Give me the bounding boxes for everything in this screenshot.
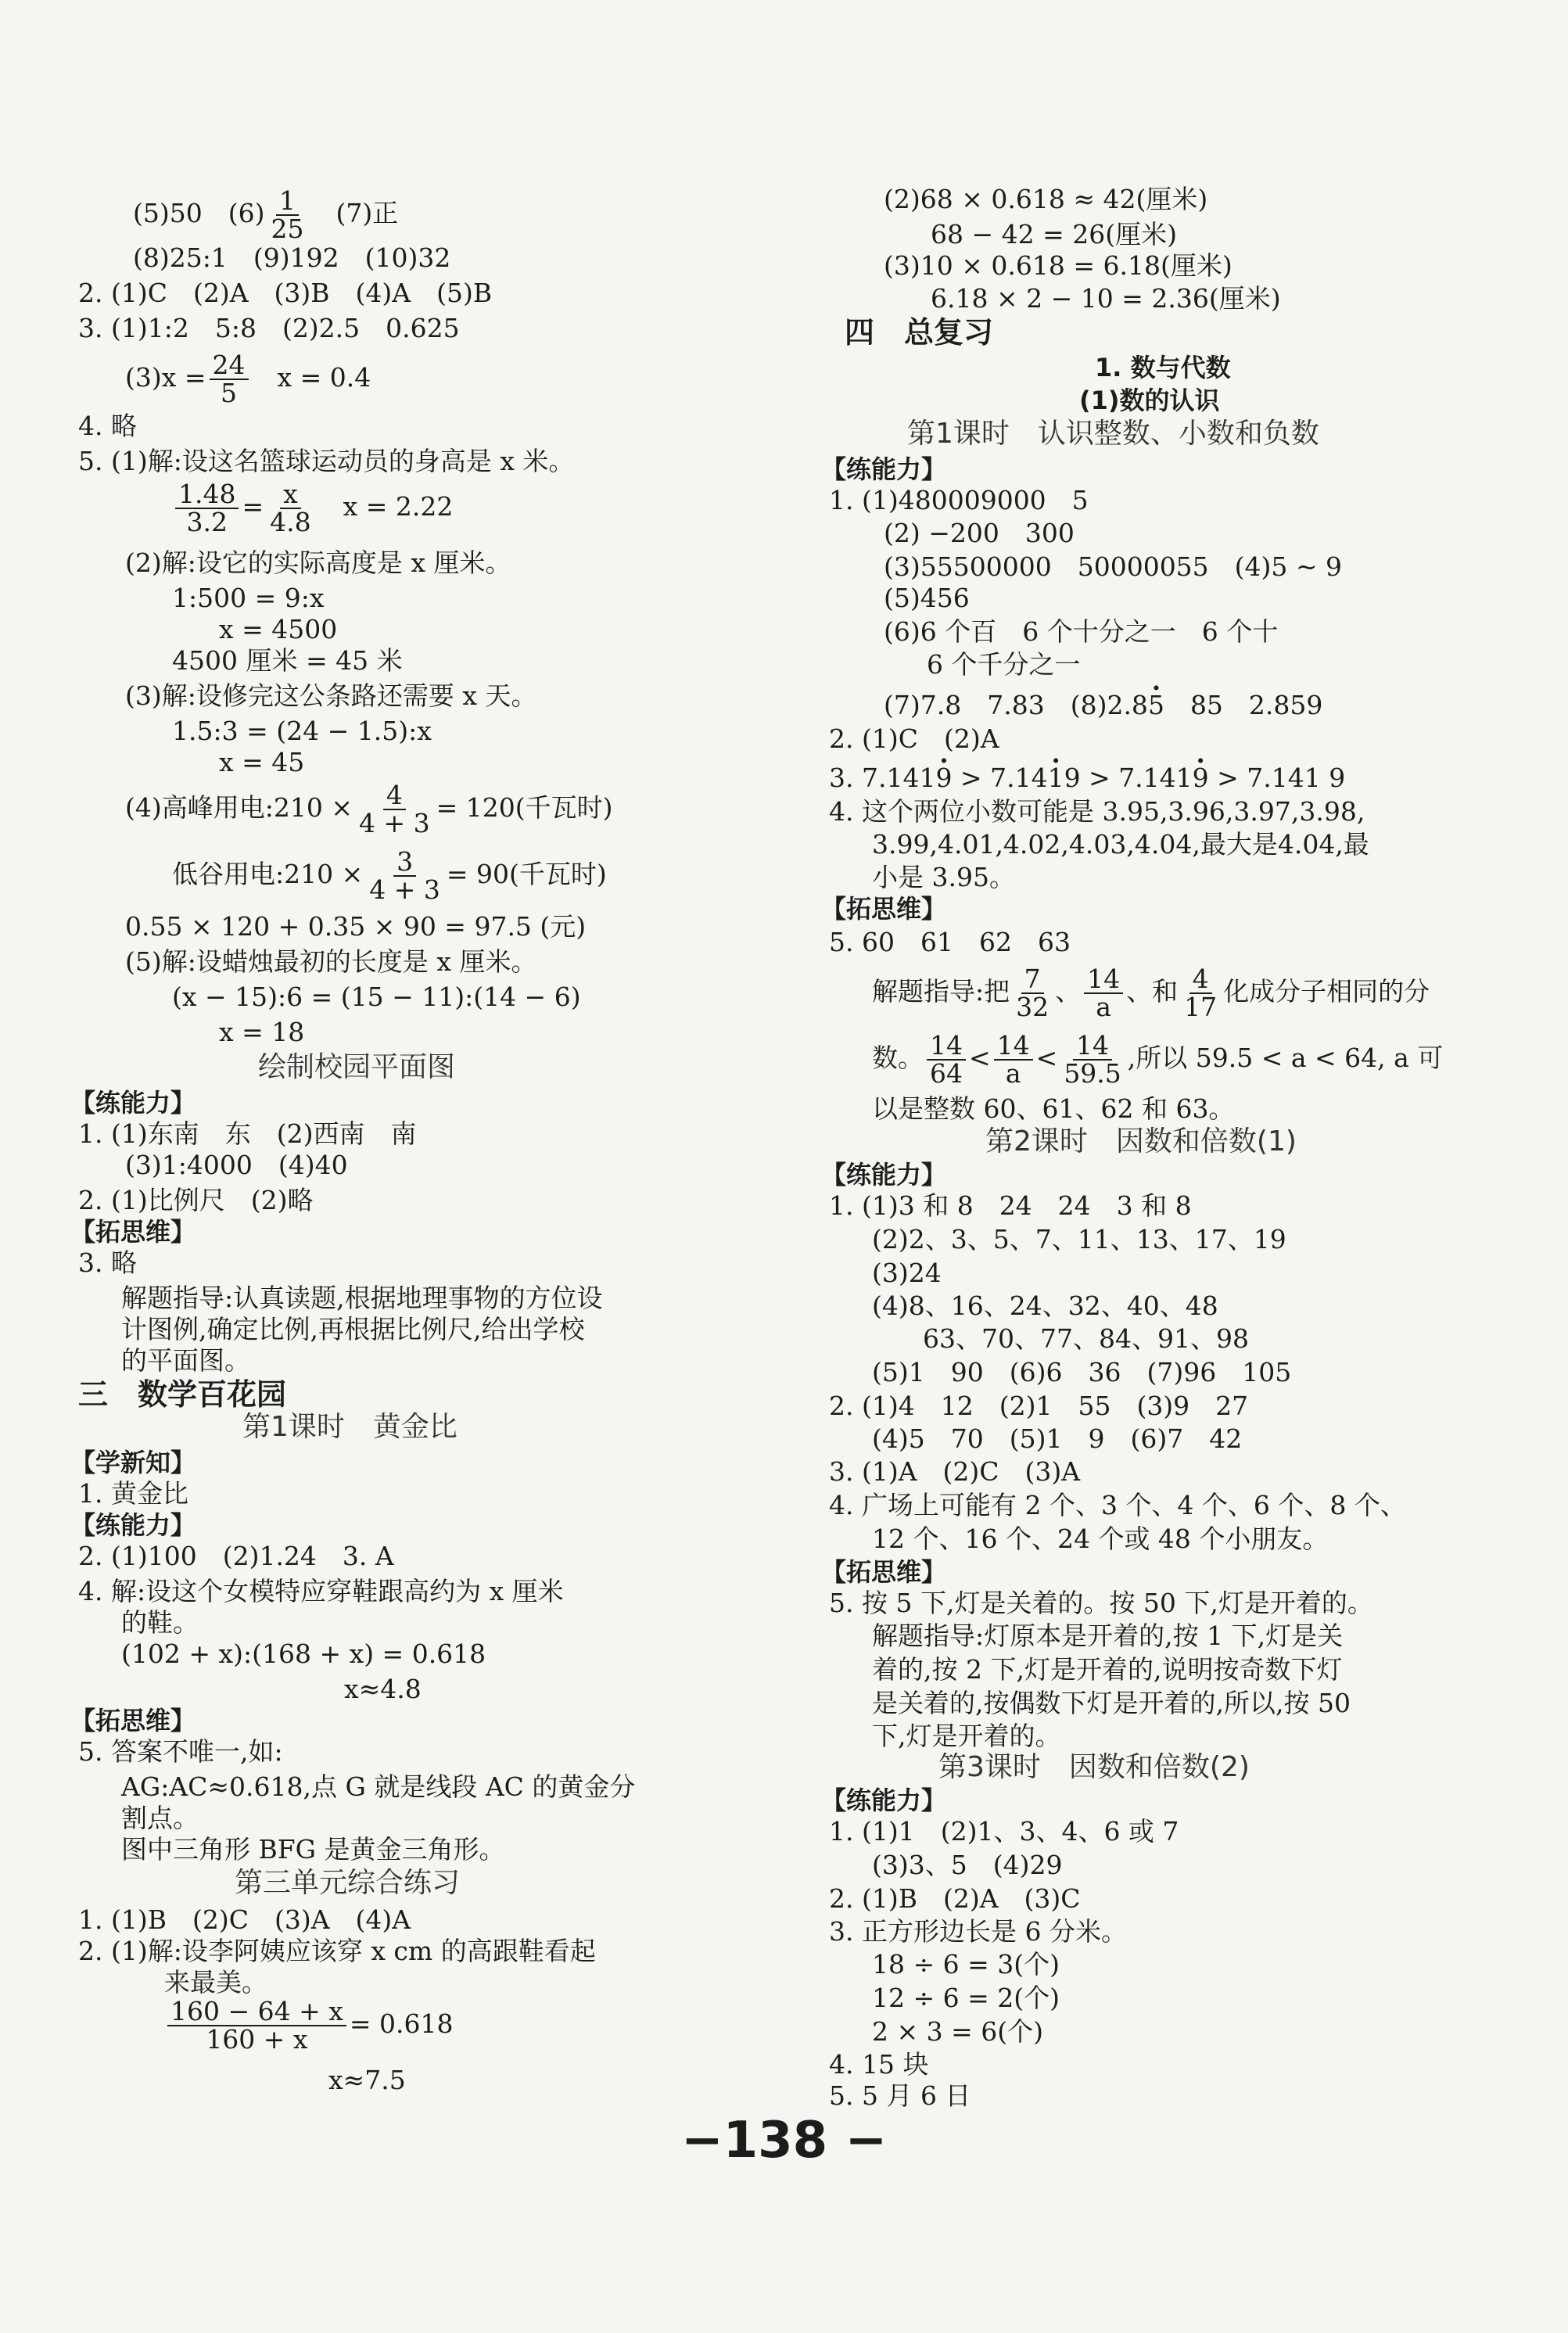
chapter-title: 1. 数与代数 (1095, 353, 1231, 382)
section-tag: 【练能力】 (821, 1786, 947, 1815)
lesson-title: 第1课时 认识整数、小数和负数 (907, 418, 1319, 450)
page-number: −138 − (680, 2112, 888, 2170)
answer-line: 2. (1)比例尺 (2)略 (78, 1185, 314, 1215)
answer-line: (4)5 70 (5)1 9 (6)7 42 (872, 1423, 1243, 1454)
answer-line: 12 个、16 个、24 个或 48 个小朋友。 (872, 1524, 1329, 1554)
lesson-title: 第三单元综合练习 (235, 1867, 461, 1899)
answer-line: 割点。 (121, 1803, 199, 1833)
answer-line: (3)24 (872, 1258, 942, 1288)
fraction: $\frac{4}{17}$ (1184, 964, 1218, 1022)
answer-line: 4. 这个两位小数可能是 3.95,3.96,3.97,3.98, (829, 796, 1365, 827)
fraction: $\frac{160 - 64 + x}{160 + x}$ (167, 1998, 346, 2053)
fraction: $\frac{24}{5}$ (210, 352, 249, 407)
answer-line: 以是整数 60、61、62 和 63。 (872, 1093, 1235, 1124)
answer-line: 1. (1)B (2)C (3)A (4)A (78, 1904, 411, 1935)
answer-line: (3)解:设修完这公条路还需要 x 天。 (125, 680, 537, 711)
answer-line: 小是 3.95。 (872, 862, 1015, 892)
answer-line: (7)7.8 7.83 (8)2.8· 5 85 2.859 (884, 690, 1322, 721)
answer-line: 2. (1)C (2)A (3)B (4)A (5)B (78, 278, 493, 308)
answer-line: 1. (1)1 (2)1、3、4、6 或 7 (829, 1816, 1179, 1847)
answer-line: x = 45 (219, 747, 305, 777)
fraction: $\frac{14}{64}$ (927, 1032, 966, 1087)
unit-title: 四 总复习 (845, 315, 994, 350)
answer-line: 着的,按 2 下,灯是开着的,说明按奇数下灯 (872, 1654, 1343, 1685)
answer-line: 6 个千分之一 (927, 649, 1081, 680)
answer-line: (3)55500000 50000055 (4)5 ~ 9 (884, 551, 1343, 582)
answer-line: 解题指导:认真读题,根据地理事物的方位设 (121, 1283, 603, 1313)
fraction: $\frac{4}{4 + 3}$ (359, 780, 430, 838)
answer-line: 0.55 × 120 + 0.35 × 90 = 97.5 (元) (125, 911, 587, 942)
answer-line: 3.99,4.01,4.02,4.03,4.04,最大是4.04,最 (872, 829, 1369, 860)
answer-line: 5. 5 月 6 日 (829, 2080, 971, 2111)
section-tag: 【拓思维】 (70, 1217, 196, 1247)
section-tag: 【拓思维】 (821, 894, 947, 924)
fraction: $\frac{1.48}{3.2}$ (175, 481, 239, 536)
answer-line: x≈7.5 (328, 2065, 406, 2095)
answer-line: (2)2、3、5、7、11、13、17、19 (872, 1224, 1286, 1254)
lesson-title: 第2课时 因数和倍数(1) (985, 1125, 1297, 1158)
answer-line: x = 18 (219, 1017, 305, 1047)
answer-line: AG:AC≈0.618,点 G 就是线段 AC 的黄金分 (121, 1771, 636, 1802)
answer-line: 低谷用电:210 × $\frac{3}{4 + 3}$ = 90(千瓦时) (172, 846, 607, 905)
answer-line: 1:500 = 9:x (172, 583, 325, 613)
answer-line: 5. (1)解:设这名篮球运动员的身高是 x 米。 (78, 446, 575, 476)
section-tag: 【练能力】 (70, 1088, 196, 1118)
fraction: $\frac{14}{a}$ (1084, 966, 1123, 1021)
section-tag: 【练能力】 (821, 1160, 947, 1190)
answer-line: 图中三角形 BFG 是黄金三角形。 (121, 1834, 505, 1865)
answer-line: 计图例,确定比例,再根据比例尺,给出学校 (121, 1314, 585, 1344)
answer-line: 4. 解:设这个女模特应穿鞋跟高约为 x 厘米 (78, 1576, 564, 1606)
fraction: $\frac{x}{4.8}$ (270, 479, 311, 537)
answer-line: (4)8、16、24、32、40、48 (872, 1290, 1218, 1321)
answer-line: (8)25:1 (9)192 (10)32 (133, 242, 451, 273)
answer-line: 5. 60 61 62 63 (829, 927, 1071, 957)
lesson-title: 第3课时 因数和倍数(2) (938, 1751, 1250, 1783)
repeating-decimal-digit: · 5 (1148, 690, 1164, 720)
answer-line: 1.5:3 = (24 − 1.5):x (172, 716, 432, 746)
lesson-title: 绘制校园平面图 (258, 1051, 456, 1083)
answer-line: 4500 厘米 = 45 米 (172, 645, 403, 676)
answer-line: 63、70、77、84、91、98 (923, 1323, 1249, 1354)
answer-line: (5)456 (884, 583, 970, 613)
answer-line: 4. 略 (78, 411, 137, 441)
subchapter-title: (1)数的认识 (1079, 386, 1220, 415)
answer-line: 3. 正方形边长是 6 分米。 (829, 1916, 1127, 1947)
answer-line: 5. 答案不唯一,如: (78, 1736, 283, 1767)
answer-line: 1. (1)480009000 5 (829, 485, 1089, 515)
answer-line: (4)高峰用电:210 × $\frac{4}{4 + 3}$ = 120(千瓦时) (125, 780, 613, 838)
answer-line: x≈4.8 (344, 1674, 422, 1704)
repeating-decimal-digit: · 9 (935, 763, 952, 793)
answer-line: 18 ÷ 6 = 3(个) (872, 1949, 1060, 1979)
answer-line: (5)1 90 (6)6 36 (7)96 105 (872, 1357, 1292, 1387)
answer-line: 6.18 × 2 − 10 = 2.36(厘米) (931, 283, 1281, 314)
answer-line: 解题指导:灯原本是开着的,按 1 下,灯是关 (872, 1621, 1344, 1651)
answer-line: $\frac{160 - 64 + x}{160 + x}$ = 0.618 (164, 1998, 453, 2053)
answer-line: (102 + x):(168 + x) = 0.618 (121, 1638, 486, 1669)
answer-line: 3. (1)A (2)C (3)A (829, 1456, 1081, 1487)
answer-line: 12 ÷ 6 = 2(个) (872, 1983, 1060, 2013)
answer-line: (5)解:设蜡烛最初的长度是 x 厘米。 (125, 946, 537, 977)
unit-title: 三 数学百花园 (78, 1377, 287, 1412)
section-tag: 【拓思维】 (70, 1706, 196, 1735)
fraction: $\frac{14}{59.5}$ (1064, 1030, 1121, 1089)
answer-line: 来最美。 (164, 1967, 267, 1997)
answer-line: (3)3、5 (4)29 (872, 1850, 1063, 1880)
section-tag: 【练能力】 (70, 1510, 196, 1540)
section-tag: 【拓思维】 (821, 1557, 947, 1587)
answer-line: 1. (1)3 和 8 24 24 3 和 8 (829, 1190, 1192, 1221)
answer-line: 2. (1)C (2)A (829, 723, 999, 754)
answer-line: 解题指导:把 $\frac{7}{32}$ 、 $\frac{14}{a}$ 、和 $\frac{4}{17}$ 化成分子相同的分 (872, 964, 1430, 1022)
answer-line: 下,灯是开着的。 (872, 1721, 1061, 1751)
answer-line: 5. 按 5 下,灯是关着的。按 50 下,灯是开着的。 (829, 1588, 1373, 1618)
answer-line: $\frac{1.48}{3.2}$ = $\frac{x}{4.8}$ x = 2.22 (172, 481, 453, 536)
answer-line: (2)解:设它的实际高度是 x 厘米。 (125, 547, 511, 578)
answer-line: (3)1:4000 (4)40 (125, 1150, 348, 1180)
answer-line: (2)68 × 0.618 ≈ 42(厘米) (884, 184, 1208, 214)
answer-line: (3)x = $\frac{24}{5}$ x = 0.4 (125, 350, 371, 408)
fraction: $\frac{7}{32}$ (1016, 964, 1050, 1022)
answer-line: 3. 7.141· 9 > 7.14· 19 > 7.141· 9 > 7.141 9 (829, 763, 1345, 794)
repeating-decimal-digit: · 9 (1193, 763, 1209, 793)
repeating-decimal-digit: · 1 (1048, 763, 1064, 793)
fraction: $\frac{1}{25}$ (271, 185, 304, 244)
answer-line: 2. (1)B (2)A (3)C (829, 1883, 1081, 1914)
answer-line: (5)50 (6) $\frac{1}{25}$ (7)正 (133, 185, 399, 244)
answer-line: 2. (1)解:设李阿姨应该穿 x cm 的高跟鞋看起 (78, 1936, 596, 1966)
answer-line: 2. (1)4 12 (2)1 55 (3)9 27 (829, 1391, 1249, 1421)
lesson-title: 第1课时 黄金比 (242, 1411, 457, 1443)
answer-line: 68 − 42 = 26(厘米) (931, 219, 1177, 249)
fraction: $\frac{3}{4 + 3}$ (369, 846, 440, 905)
answer-line: (3)10 × 0.618 = 6.18(厘米) (884, 250, 1233, 281)
answer-line: 1. 黄金比 (78, 1478, 188, 1509)
answer-line: x = 4500 (219, 614, 338, 644)
answer-line: 的平面图。 (121, 1345, 250, 1376)
answer-line: 4. 15 块 (829, 2049, 929, 2080)
answer-line: 数。 $\frac{14}{64}$ < $\frac{14}{a}$ < $\frac{14}{59.5}$ ,所以 59.5 < a < 64, a 可 (872, 1030, 1444, 1089)
answer-line: 2 × 3 = 6(个) (872, 2016, 1043, 2047)
answer-line: 2. (1)100 (2)1.24 3. A (78, 1541, 394, 1571)
answer-line: (6)6 个百 6 个十分之一 6 个十 (884, 616, 1279, 647)
fraction: $\frac{14}{a}$ (994, 1032, 1033, 1087)
answer-line: 1. (1)东南 东 (2)西南 南 (78, 1118, 417, 1149)
answer-line: 3. 略 (78, 1247, 137, 1278)
section-tag: 【练能力】 (821, 454, 947, 484)
answer-line: 4. 广场上可能有 2 个、3 个、4 个、6 个、8 个、 (829, 1490, 1406, 1520)
answer-line: 3. (1)1:2 5:8 (2)2.5 0.625 (78, 313, 460, 343)
answer-line: 是关着的,按偶数下灯是开着的,所以,按 50 (872, 1688, 1351, 1718)
section-tag: 【学新知】 (70, 1448, 196, 1477)
answer-line: (2) −200 300 (884, 518, 1075, 548)
answer-line: (x − 15):6 = (15 − 11):(14 − 6) (172, 982, 581, 1012)
answer-line: 的鞋。 (121, 1607, 199, 1638)
